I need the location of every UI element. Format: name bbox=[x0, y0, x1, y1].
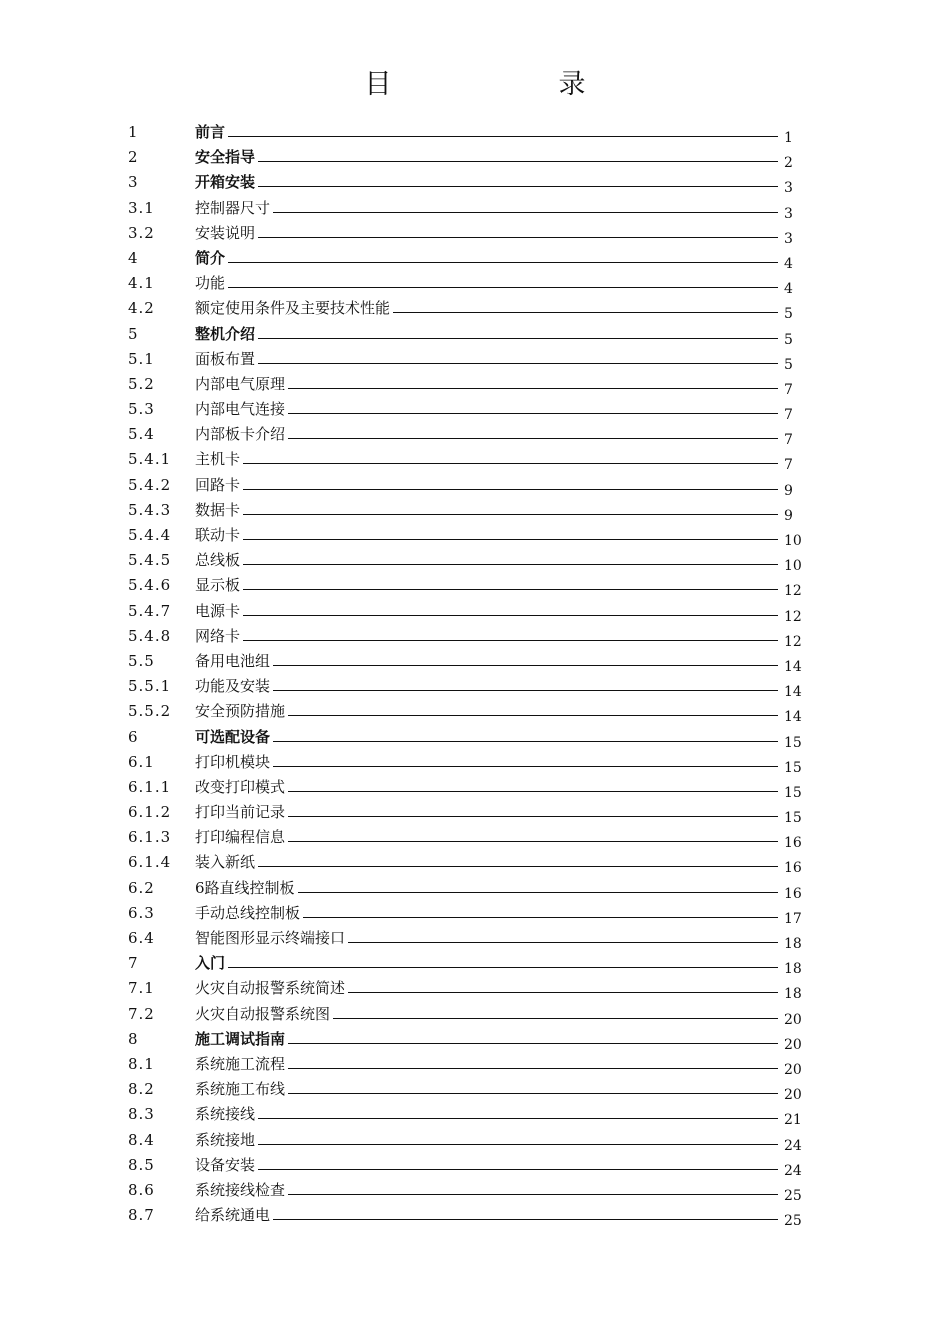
toc-entry-label: 内部电气原理 bbox=[195, 374, 286, 393]
toc-leader-line bbox=[288, 1043, 778, 1044]
toc-leader-line bbox=[243, 640, 778, 641]
toc-leader-line bbox=[348, 992, 778, 993]
toc-entry-number: 5.4.5 bbox=[128, 551, 172, 570]
toc-leader-line bbox=[228, 262, 778, 263]
toc-leader-line bbox=[303, 917, 778, 918]
toc-entry-number: 5.4 bbox=[128, 425, 155, 444]
toc-entry-page: 16 bbox=[784, 860, 802, 877]
toc-entry-body bbox=[195, 701, 778, 721]
toc-entry[interactable] bbox=[128, 475, 828, 500]
toc-entry-number: 5.4.8 bbox=[128, 626, 172, 645]
toc-entry-number: 2 bbox=[128, 148, 139, 167]
toc-entry-body bbox=[195, 651, 778, 671]
toc-leader-line bbox=[348, 942, 778, 943]
toc-entry[interactable] bbox=[128, 727, 828, 752]
toc-entry-body bbox=[195, 449, 778, 469]
toc-leader-line bbox=[258, 1118, 778, 1119]
toc-entry-page: 18 bbox=[784, 936, 802, 952]
toc-entry-number: 4.1 bbox=[128, 274, 155, 293]
toc-entry[interactable] bbox=[128, 676, 828, 701]
toc-entry-body bbox=[195, 424, 778, 444]
toc-entry-body bbox=[195, 1130, 778, 1150]
toc-leader-line bbox=[298, 892, 778, 893]
toc-entry-number: 8.4 bbox=[128, 1130, 155, 1149]
toc-entry-number: 7.1 bbox=[128, 979, 155, 998]
toc-leader-line bbox=[258, 363, 778, 364]
toc-entry-number: 6.1.3 bbox=[128, 828, 172, 847]
toc-entry[interactable] bbox=[128, 802, 828, 827]
toc-entry[interactable] bbox=[128, 701, 828, 726]
toc-leader-line bbox=[288, 1194, 778, 1195]
toc-entry-number: 5.5 bbox=[128, 651, 155, 670]
toc-entry-label: 电源卡 bbox=[195, 601, 241, 620]
toc-entry-body bbox=[195, 1155, 778, 1175]
toc-entry-number: 1 bbox=[128, 123, 139, 141]
toc-entry[interactable] bbox=[128, 1104, 828, 1129]
toc-entry-page: 12 bbox=[784, 583, 802, 600]
toc-entry-page: 3 bbox=[784, 205, 793, 222]
toc-entry-page: 1 bbox=[784, 130, 793, 146]
toc-entry-label: 系统接线 bbox=[195, 1105, 256, 1124]
toc-entry-number: 6 bbox=[128, 727, 139, 746]
toc-entry-label: 入门 bbox=[195, 954, 226, 973]
toc-entry[interactable] bbox=[128, 424, 828, 449]
toc-entry-label: 装入新纸 bbox=[195, 853, 256, 872]
toc-entry-label: 功能 bbox=[195, 274, 226, 293]
toc-entry-body bbox=[195, 878, 778, 898]
toc-entry-page: 15 bbox=[784, 784, 802, 801]
toc-entry-number: 8.6 bbox=[128, 1180, 155, 1199]
toc-entry-number: 5.4.3 bbox=[128, 500, 172, 519]
toc-entry-number: 3.1 bbox=[128, 198, 155, 217]
toc-entry-body bbox=[195, 777, 778, 797]
toc-entry-body bbox=[195, 273, 778, 293]
toc-entry-page: 14 bbox=[784, 658, 802, 675]
toc-entry-number: 5.2 bbox=[128, 374, 155, 393]
toc-entry-body bbox=[195, 475, 778, 495]
toc-entry[interactable] bbox=[128, 777, 828, 802]
toc-entry[interactable] bbox=[128, 752, 828, 777]
toc-entry[interactable] bbox=[128, 1180, 828, 1205]
toc-leader-line bbox=[243, 564, 778, 565]
toc-entry[interactable] bbox=[128, 928, 828, 953]
toc-entry-body bbox=[195, 374, 778, 394]
toc-entry-label: 系统施工流程 bbox=[195, 1054, 286, 1073]
toc-entry-page: 20 bbox=[784, 1036, 802, 1053]
page-title: 目 录 bbox=[364, 69, 656, 100]
toc-entry-page: 2 bbox=[784, 155, 793, 172]
toc-entry[interactable] bbox=[128, 1029, 828, 1054]
toc-entry-body bbox=[195, 1054, 778, 1074]
toc-entry-body bbox=[195, 852, 778, 872]
toc-entry-number: 6.1.2 bbox=[128, 803, 172, 822]
toc-entry-body bbox=[195, 601, 778, 621]
toc-entry-body bbox=[195, 172, 778, 192]
toc-entry[interactable] bbox=[128, 198, 828, 223]
toc-entry-label: 可选配设备 bbox=[195, 727, 271, 746]
toc-entry[interactable] bbox=[128, 878, 828, 903]
toc-entry-body bbox=[195, 827, 778, 847]
toc-leader-line bbox=[393, 312, 778, 313]
toc-entry-label: 总线板 bbox=[195, 551, 241, 570]
toc-entry[interactable] bbox=[128, 248, 828, 273]
toc-entry-page: 14 bbox=[784, 684, 802, 701]
toc-entry-page: 10 bbox=[784, 533, 802, 549]
toc-entry-page: 15 bbox=[784, 759, 802, 776]
toc-entry-number: 7.2 bbox=[128, 1004, 155, 1023]
toc-entry-page: 20 bbox=[784, 1087, 802, 1104]
toc-entry-label: 打印当前记录 bbox=[195, 803, 286, 822]
toc-entry-page: 4 bbox=[784, 281, 793, 298]
toc-entry-page: 15 bbox=[784, 734, 802, 751]
toc-entry-label: 火灾自动报警系统简述 bbox=[195, 979, 346, 998]
toc-entry[interactable] bbox=[128, 500, 828, 525]
toc-entry-number: 4.2 bbox=[128, 299, 155, 318]
toc-entry[interactable] bbox=[128, 601, 828, 626]
toc-leader-line bbox=[288, 1068, 778, 1069]
toc-entry-number: 8.5 bbox=[128, 1155, 155, 1174]
toc-leader-line bbox=[273, 690, 778, 691]
toc-entry-body bbox=[195, 122, 778, 142]
toc-entry-label: 安全指导 bbox=[195, 148, 256, 167]
toc-entry-body bbox=[195, 953, 778, 973]
toc-entry-number: 5 bbox=[128, 324, 139, 343]
toc-entry-page: 17 bbox=[784, 910, 802, 927]
toc-entry-label: 智能图形显示终端接口 bbox=[195, 929, 346, 947]
toc-entry[interactable] bbox=[128, 374, 828, 399]
toc-entry-label: 面板布置 bbox=[195, 349, 256, 368]
toc-entry-page: 24 bbox=[784, 1137, 802, 1154]
toc-entry-page: 7 bbox=[784, 407, 793, 424]
toc-entry-body bbox=[195, 727, 778, 747]
toc-entry-label: 手动总线控制板 bbox=[195, 903, 301, 922]
toc-entry-body bbox=[195, 324, 778, 344]
toc-entry-body bbox=[195, 1205, 778, 1225]
toc-entry-label: 回路卡 bbox=[195, 475, 241, 494]
toc-entry-label: 备用电池组 bbox=[195, 651, 271, 670]
toc-entry-page: 20 bbox=[784, 1061, 802, 1078]
toc-entry[interactable] bbox=[128, 147, 828, 172]
toc-entry[interactable] bbox=[128, 525, 828, 550]
toc-entry[interactable] bbox=[128, 575, 828, 600]
toc-entry[interactable] bbox=[128, 223, 828, 248]
toc-leader-line bbox=[288, 388, 778, 389]
toc-entry-number: 7 bbox=[128, 954, 139, 973]
toc-entry[interactable] bbox=[128, 626, 828, 651]
toc-entry[interactable] bbox=[128, 651, 828, 676]
toc-entry-page: 3 bbox=[784, 180, 793, 197]
toc-leader-line bbox=[333, 1018, 778, 1019]
toc-entry-label: 改变打印模式 bbox=[195, 777, 286, 796]
toc-entry-page: 24 bbox=[784, 1162, 802, 1179]
toc-entry-body bbox=[195, 525, 778, 545]
toc-entry-page: 14 bbox=[784, 709, 802, 726]
toc-entry-page: 9 bbox=[784, 482, 793, 499]
toc-entry-page: 20 bbox=[784, 1011, 802, 1028]
toc-leader-line bbox=[288, 715, 778, 716]
toc-entry-label: 6路直线控制板 bbox=[195, 878, 295, 897]
toc-entry-number: 3.2 bbox=[128, 223, 155, 242]
toc-leader-line bbox=[258, 1169, 778, 1170]
toc-entry-page: 9 bbox=[784, 507, 793, 524]
toc-leader-line bbox=[273, 766, 778, 767]
toc-entry-label: 设备安装 bbox=[195, 1155, 256, 1174]
toc-entry[interactable] bbox=[128, 903, 828, 928]
toc-entry[interactable] bbox=[128, 449, 828, 474]
toc-entry-label: 主机卡 bbox=[195, 450, 241, 469]
toc-entry[interactable] bbox=[128, 852, 828, 877]
toc-entry-label: 功能及安装 bbox=[195, 677, 271, 696]
toc-entry[interactable] bbox=[128, 1004, 828, 1029]
toc-entry-body bbox=[195, 198, 778, 218]
toc-entry-page: 18 bbox=[784, 986, 802, 1003]
toc-entry-label: 内部板卡介绍 bbox=[195, 425, 286, 444]
toc-entry-number: 6.2 bbox=[128, 878, 155, 897]
toc-leader-line bbox=[258, 338, 778, 339]
toc-entry-label: 额定使用条件及主要技术性能 bbox=[195, 299, 391, 318]
toc-entry-number: 4 bbox=[128, 248, 139, 267]
toc-entry-label: 联动卡 bbox=[195, 526, 241, 544]
toc-entry-page: 15 bbox=[784, 810, 802, 827]
toc-leader-line bbox=[243, 589, 778, 590]
toc-entry-number: 6.3 bbox=[128, 903, 155, 922]
toc-entry-label: 整机介绍 bbox=[195, 324, 256, 343]
toc-entry-label: 控制器尺寸 bbox=[195, 198, 271, 217]
toc-entry[interactable] bbox=[128, 172, 828, 197]
toc-leader-line bbox=[258, 161, 778, 162]
toc-entry-page: 7 bbox=[784, 457, 793, 474]
toc-entry-body bbox=[195, 1029, 778, 1049]
toc-entry-label: 内部电气连接 bbox=[195, 400, 286, 419]
toc-leader-line bbox=[243, 539, 778, 540]
toc-entry-number: 3 bbox=[128, 173, 139, 192]
toc-leader-line bbox=[228, 136, 778, 137]
toc-entry-body bbox=[195, 802, 778, 822]
toc-entry-body bbox=[195, 298, 778, 318]
toc-entry-label: 前言 bbox=[195, 123, 226, 141]
toc-entry-body bbox=[195, 575, 778, 595]
toc-leader-line bbox=[258, 186, 778, 187]
toc-leader-line bbox=[258, 1144, 778, 1145]
toc-entry-body bbox=[195, 1180, 778, 1200]
toc-entry-page: 18 bbox=[784, 961, 802, 978]
toc-entry-body bbox=[195, 978, 778, 998]
toc-entry-page: 4 bbox=[784, 255, 793, 272]
toc-entry[interactable] bbox=[128, 1054, 828, 1079]
toc-leader-line bbox=[258, 866, 778, 867]
toc-entry[interactable] bbox=[128, 122, 828, 147]
toc-entry[interactable] bbox=[128, 1205, 828, 1230]
toc-entry-label: 打印机模块 bbox=[195, 752, 271, 771]
toc-entry-body bbox=[195, 626, 778, 646]
toc-entry[interactable] bbox=[128, 298, 828, 323]
toc-entry-body bbox=[195, 752, 778, 772]
toc-entry[interactable] bbox=[128, 324, 828, 349]
toc-leader-line bbox=[243, 463, 778, 464]
toc-entry-page: 5 bbox=[784, 306, 793, 323]
toc-entry-number: 8.7 bbox=[128, 1206, 155, 1225]
toc-entry-number: 8.2 bbox=[128, 1080, 155, 1099]
toc-entry-page: 7 bbox=[784, 381, 793, 398]
toc-entry[interactable] bbox=[128, 827, 828, 852]
toc-entry-label: 施工调试指南 bbox=[195, 1029, 286, 1048]
toc-entry-page: 5 bbox=[784, 331, 793, 348]
toc-entry-number: 5.4.1 bbox=[128, 450, 172, 469]
toc-entry-number: 5.3 bbox=[128, 400, 155, 419]
toc-leader-line bbox=[273, 665, 778, 666]
toc-entry-number: 5.4.4 bbox=[128, 526, 172, 544]
toc-entry-label: 系统接地 bbox=[195, 1130, 256, 1149]
toc-entry-number: 5.5.2 bbox=[128, 702, 172, 721]
toc-entry-body bbox=[195, 147, 778, 167]
toc-entry-body bbox=[195, 928, 778, 948]
toc-entry-body bbox=[195, 676, 778, 696]
toc-entry-page: 25 bbox=[784, 1187, 802, 1204]
toc-entry-label: 给系统通电 bbox=[195, 1206, 271, 1225]
toc-entry-page: 25 bbox=[784, 1213, 802, 1230]
toc-entry-label: 开箱安装 bbox=[195, 173, 256, 192]
toc-entry[interactable] bbox=[128, 349, 828, 374]
toc-entry-number: 5.4.2 bbox=[128, 475, 172, 494]
toc-entry-number: 5.5.1 bbox=[128, 677, 172, 696]
toc-entry-body bbox=[195, 1104, 778, 1124]
toc-entry[interactable] bbox=[128, 399, 828, 424]
toc-entry-body bbox=[195, 550, 778, 570]
table-of-contents bbox=[128, 122, 828, 1230]
toc-leader-line bbox=[273, 1219, 778, 1220]
toc-entry-label: 网络卡 bbox=[195, 626, 241, 645]
toc-entry-page: 7 bbox=[784, 432, 793, 449]
toc-entry-number: 6.1 bbox=[128, 752, 155, 771]
toc-entry-number: 8 bbox=[128, 1029, 139, 1048]
toc-leader-line bbox=[288, 791, 778, 792]
toc-entry[interactable] bbox=[128, 978, 828, 1003]
toc-entry-page: 16 bbox=[784, 885, 802, 902]
toc-leader-line bbox=[288, 1093, 778, 1094]
toc-entry-page: 12 bbox=[784, 608, 802, 625]
toc-entry-label: 显示板 bbox=[195, 576, 241, 595]
toc-entry-page: 5 bbox=[784, 356, 793, 373]
toc-entry-label: 安全预防措施 bbox=[195, 702, 286, 721]
toc-entry-page: 10 bbox=[784, 558, 802, 575]
toc-leader-line bbox=[243, 489, 778, 490]
toc-entry[interactable] bbox=[128, 273, 828, 298]
toc-entry-number: 6.1.4 bbox=[128, 853, 172, 872]
toc-leader-line bbox=[288, 841, 778, 842]
toc-leader-line bbox=[288, 438, 778, 439]
toc-entry[interactable] bbox=[128, 953, 828, 978]
toc-entry-page: 3 bbox=[784, 230, 793, 247]
toc-leader-line bbox=[243, 514, 778, 515]
toc-leader-line bbox=[273, 212, 778, 213]
toc-entry-label: 数据卡 bbox=[195, 500, 241, 519]
toc-entry-number: 6.4 bbox=[128, 929, 155, 947]
toc-entry-label: 打印编程信息 bbox=[195, 828, 286, 847]
toc-entry[interactable] bbox=[128, 1155, 828, 1180]
toc-entry[interactable] bbox=[128, 1079, 828, 1104]
toc-entry-body bbox=[195, 1079, 778, 1099]
toc-entry-number: 5.1 bbox=[128, 349, 155, 368]
toc-leader-line bbox=[243, 615, 778, 616]
toc-leader-line bbox=[258, 237, 778, 238]
toc-entry[interactable] bbox=[128, 1130, 828, 1155]
toc-entry-body bbox=[195, 349, 778, 369]
toc-entry-label: 简介 bbox=[195, 248, 226, 267]
toc-entry-body bbox=[195, 903, 778, 923]
toc-entry-body bbox=[195, 223, 778, 243]
toc-entry-label: 安装说明 bbox=[195, 223, 256, 242]
toc-entry-number: 5.4.6 bbox=[128, 576, 172, 595]
toc-entry-label: 系统接线检查 bbox=[195, 1180, 286, 1199]
toc-entry-number: 5.4.7 bbox=[128, 601, 172, 620]
toc-leader-line bbox=[288, 816, 778, 817]
toc-entry-number: 8.1 bbox=[128, 1054, 155, 1073]
toc-leader-line bbox=[273, 741, 778, 742]
toc-entry-body bbox=[195, 399, 778, 419]
toc-entry-body bbox=[195, 248, 778, 268]
toc-entry-number: 8.3 bbox=[128, 1105, 155, 1124]
toc-entry[interactable] bbox=[128, 550, 828, 575]
toc-entry-body bbox=[195, 500, 778, 520]
toc-leader-line bbox=[228, 967, 778, 968]
toc-entry-page: 16 bbox=[784, 835, 802, 852]
toc-entry-page: 21 bbox=[784, 1112, 802, 1129]
toc-entry-page: 12 bbox=[784, 633, 802, 650]
toc-leader-line bbox=[288, 413, 778, 414]
toc-entry-label: 火灾自动报警系统图 bbox=[195, 1004, 331, 1023]
toc-entry-number: 6.1.1 bbox=[128, 777, 172, 796]
toc-entry-label: 系统施工布线 bbox=[195, 1080, 286, 1099]
toc-entry-body bbox=[195, 1004, 778, 1024]
toc-leader-line bbox=[228, 287, 778, 288]
